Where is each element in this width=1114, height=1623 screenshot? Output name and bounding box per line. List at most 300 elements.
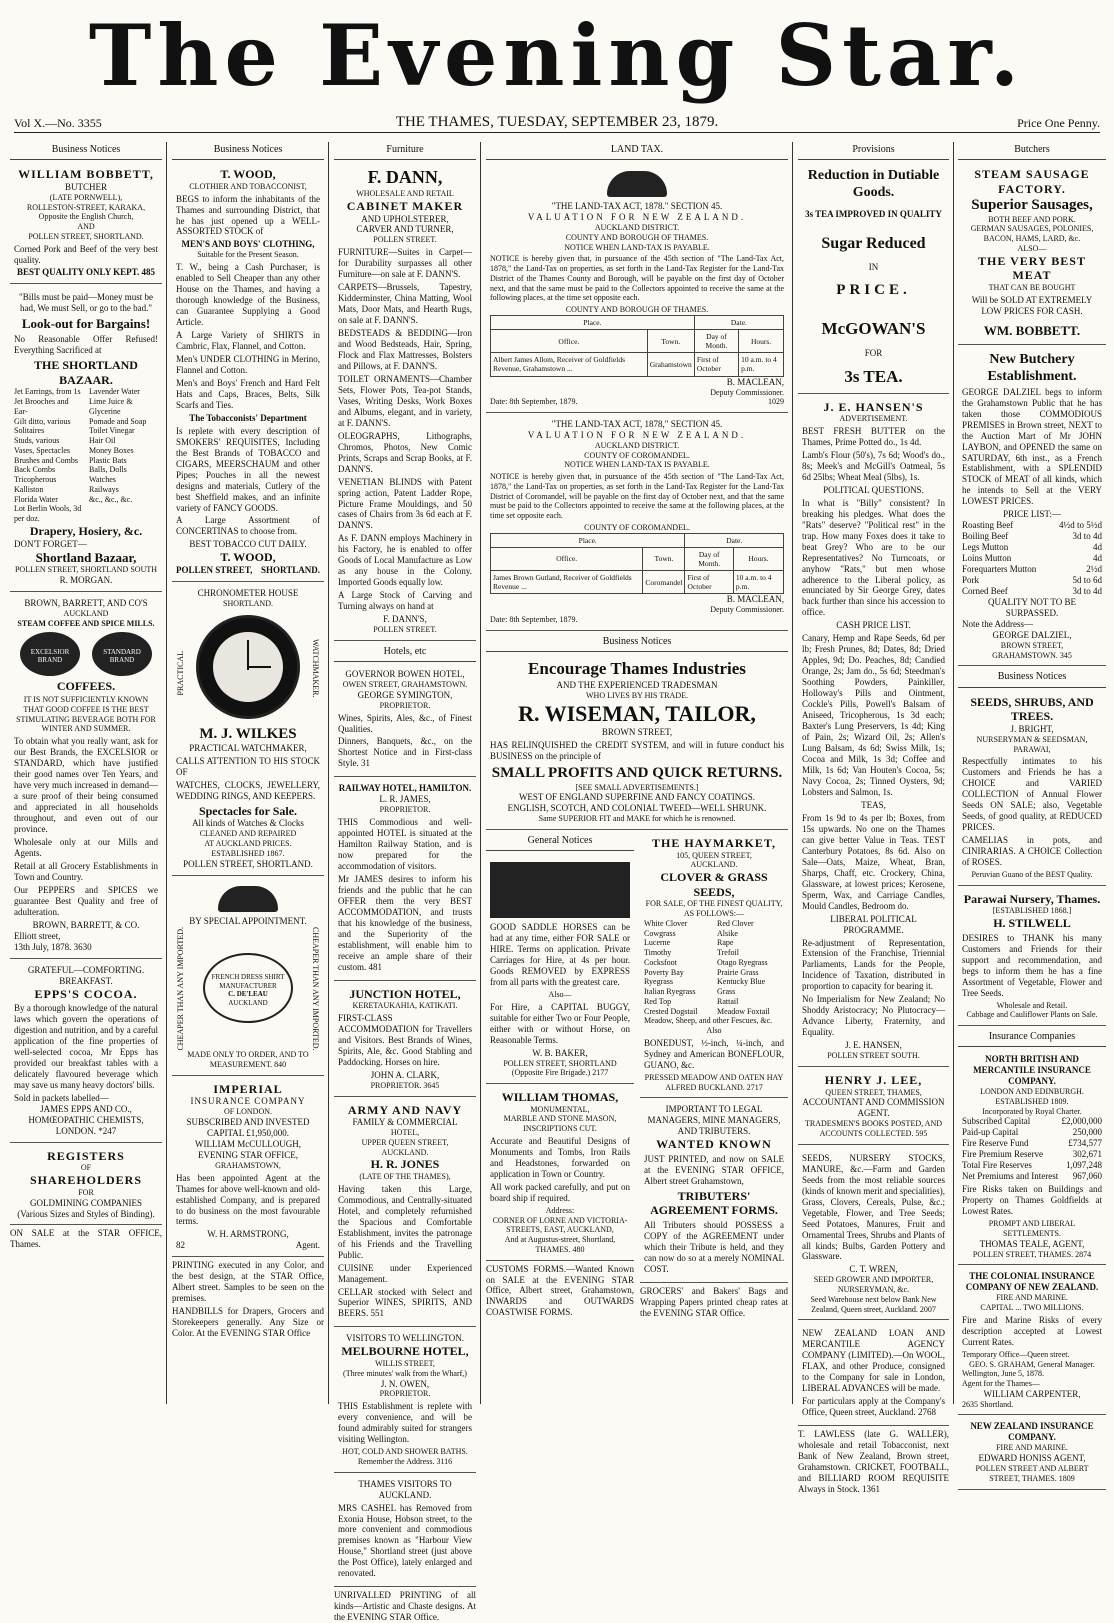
column-3 — [334, 142, 476, 1623]
section-heading: Hotels, etc — [334, 644, 476, 662]
ad-text: HANDBILLS for Drapers, Grocers and Storekeepers generally. Any Size or Color. At the EVENING STAR Office — [172, 1306, 324, 1339]
deleau-seal — [203, 953, 293, 1023]
ad-text: Wholesale only at our Mills and Agents. — [14, 836, 158, 858]
ad-line: GEORGE SYMINGTON, — [357, 689, 453, 700]
ad-signature: EDWARD HONISS AGENT, — [978, 1453, 1086, 1464]
list-item: Toilet Vinegar — [89, 426, 135, 436]
ad-line: ADVERTISEMENT. — [839, 414, 908, 424]
ad-text: JUST PRINTED, and now on SALE at the EVENING STAR OFFICE, Albert street Grahamstown, — [644, 1153, 784, 1186]
capital-row — [962, 1127, 1102, 1138]
ad-text: No Reasonable Offer Refused! Everything Sacrificed at — [14, 334, 158, 356]
ad-line: ALSO— — [1017, 243, 1047, 253]
ad-line: (Three minutes' walk from the Wharf,) — [343, 1368, 467, 1378]
ad-line: HOTEL, — [390, 1128, 420, 1138]
list-item: Timothy — [644, 948, 672, 958]
ad-signature: T. WOOD, — [220, 550, 276, 565]
price-item: Roasting Beef — [962, 520, 1014, 531]
ad-line: FOR — [78, 1187, 94, 1197]
table-cell: 10 a.m. to 4 p.m. — [739, 353, 784, 376]
ad-bazaar — [10, 287, 162, 592]
ad-nz-loan — [798, 1323, 949, 1426]
ad-text: CUISINE under Experienced Management. — [338, 1262, 472, 1284]
ad-signature: W. H. ARMSTRONG, — [207, 1229, 289, 1240]
ad-line: Deputy Commissioner. — [710, 387, 784, 397]
ad-heading: MELBOURNE HOTEL, — [341, 1344, 469, 1359]
table-cell: James Brown Gutland, Receiver of Goldfields Revenue ... — [491, 571, 643, 594]
list-item: Watches — [89, 475, 116, 485]
list-item: Italian Ryegrass — [644, 987, 696, 997]
column-1 — [10, 142, 162, 1404]
table-header: Office. — [491, 330, 648, 353]
ad-heading: WANTED KNOWN — [656, 1137, 772, 1152]
table-header: Place. — [491, 315, 695, 329]
ad-text: Respectfully intimates to his Customers and Friends he has a CHOICE and VARIED COLLECTION of Annual Flower Seeds ON SALE; also, Vegetable Seeds, of good quality, at REDUCED PRICES. — [962, 756, 1102, 833]
ad-heading: VALUATION FOR NEW ZEALAND. — [527, 430, 747, 441]
ad-text: Corned Pork and Beef of the very best quality. — [14, 243, 158, 265]
section-heading: Provisions — [798, 142, 949, 160]
ad-epps-cocoa — [10, 962, 162, 1143]
list-item: Solitaires — [14, 426, 45, 436]
ad-line: LONDON AND EDINBURGH. — [980, 1087, 1084, 1097]
ad-thomas — [486, 1087, 634, 1260]
ad-text: To obtain what you really want, ask for our Best Brands, the EXCELSIOR or STANDARD, which have justified their good names over Ten Years, and have very much increased in demand—a sure proof of their being consumed and appreciated in all households throughout, and even out of our province. — [14, 736, 158, 834]
ad-text: From 1s 9d to 4s per lb; Boxes, from 15s upwards. No one on the Thames can give better Value in Teas. TEST Canterbury Potatoes, 8s 6d. Also on Sale—Oats, Maize, Wheat, Bran, Sharps, Chaff, etc. Crockery, China, Glassware, at lowest prices; Kerosene, Sperm, Wax, and Carriage Candles, Mould Candles, Bedroom do. — [802, 812, 945, 911]
ad-text: Re-adjustment of Representation, Extension of the Franchise, Triennial Parliaments, Lands for the People, Incidence of Taxation, distributed in proportion to capacity for bearing it. — [802, 937, 945, 992]
ad-text: Has been appointed Agent at the Thames for above well-known and old-established Company, and is prepared to do business on the most favourable terms. — [176, 1172, 320, 1227]
list-item: Lot Berlin Wools, 3d per doz. — [14, 504, 82, 524]
ad-text: T. LAWLESS (late G. WALLER), wholesale and retail Tobacconist, next Bank of New Zealand, Brown street, Grahamstown. CRICKET, FOOTBALL, and BILLIARD ROOM REQUISITE Always in Stock. 1361 — [798, 1429, 949, 1494]
ad-line: All kinds of Watches & Clocks — [192, 818, 304, 829]
ad-line: DON'T FORGET— — [14, 538, 87, 549]
seal-text: C. DE'LEAU — [228, 990, 268, 999]
ad-bobbett — [10, 164, 162, 284]
ad-text: Fire Risks taken on Buildings and Property on Thames Goldfields at Lowest Rates. — [962, 1184, 1102, 1217]
ad-text: BEST FRESH BUTTER on the Thames, Prime Potted do., 1s 4d. — [802, 425, 945, 447]
ad-text: Accurate and Beautiful Designs of Monuments and Tombs, Iron Rails and Headstones, forwarded on application in Town or Country. — [490, 1135, 630, 1179]
table-cell: Coromandel — [643, 571, 685, 594]
ad-heading: T. WOOD, — [220, 167, 276, 182]
price-row — [962, 520, 1102, 531]
list-item: Lavender Water — [89, 387, 140, 397]
ad-mcgowan — [798, 164, 949, 393]
list-item: White Clover — [644, 918, 688, 928]
ad-line: THAT CAN BE BOUGHT — [988, 282, 1076, 292]
capital-row — [962, 1116, 1102, 1127]
ad-line: Sold in packets labelled— — [14, 1092, 109, 1103]
ad-line: JAMES EPPS AND CO., — [40, 1103, 132, 1114]
list-item: Rape — [717, 938, 734, 948]
list-item: Balls, Dolls — [89, 465, 127, 475]
ad-heading: STEAM SAUSAGE FACTORY. — [974, 167, 1090, 196]
ad-heading: J. E. HANSEN'S — [823, 399, 924, 414]
ad-text: FIRST-CLASS ACCOMMODATION for Travellers and Visitors. Best Brands of Wines, Spirits, Ale, &c. Good Stabling and Paddocking. Horses on hire. — [338, 1013, 472, 1067]
ad-line: CLOTHIER AND TOBACCONIST, — [189, 181, 307, 191]
ad-line: TRADESMEN'S BOOKS POSTED, AND ACCOUNTS COLLECTED. 595 — [804, 1119, 942, 1138]
ad-line: POLLEN STREET, SHORTLAND SOUTH — [14, 565, 158, 575]
capital-row — [962, 1138, 1102, 1149]
ad-text: Is replete with every description of SMOKERS' REQUISITES, Including the Best Brands of TOBACCO and CIGARS, MEERSCHAUM and other Pipes; Pouches in all the newest designs and materials, Cutlery of the best Sheffield makes, and an infinite variety of FANCY GOODS. — [176, 425, 320, 513]
ad-text: UNRIVALLED PRINTING of all kinds—Artistic and Chaste designs. At the EVENING STAR Office. — [334, 1590, 476, 1623]
list-item: Otago Ryegrass — [717, 957, 768, 967]
ad-text: Lamb's Flour (50's), 7s 6d; Wood's do., 8s; Meek's and McGill's Oatmeal, 5s 6d 25lbs; Wheat Meal (5lbs), 1s. — [802, 449, 945, 482]
table-cell: First of October — [685, 571, 733, 594]
list-item: Florida Water — [14, 494, 58, 504]
capital-row — [962, 1149, 1102, 1160]
ad-line: POLLEN STREET, — [176, 565, 253, 575]
ad-text: All work packed carefully, and put on board ship if required. — [490, 1181, 630, 1203]
capital-value: 1,097,248 — [1066, 1160, 1102, 1171]
ad-heading: THAMES VISITORS TO AUCKLAND. — [358, 1478, 452, 1500]
list-item: Railways — [89, 484, 119, 494]
ad-heading: Look-out for Bargains! — [21, 316, 151, 332]
ad-colonial-insurance — [958, 1268, 1106, 1415]
price-item: Pork — [962, 575, 980, 586]
ad-line: EVENING STAR OFFICE, — [197, 1149, 299, 1160]
ad-heading: EPPS'S COCOA. — [34, 986, 138, 1001]
ad-heading: Superior Sausages, — [971, 197, 1093, 214]
ad-land-tax-thames — [486, 164, 788, 413]
column-6 — [958, 142, 1106, 1483]
ad-text: THIS Commodious and well-appointed HOTEL is situated at the Hamilton Railway Station, and is now prepared for the accommodation of visitors. — [338, 817, 472, 871]
ad-heading: HENRY J. LEE, — [824, 1072, 923, 1087]
ad-line: Same SUPERIOR FIT and MAKE for which he is renowned. — [538, 814, 736, 824]
price-item: Forequarters Mutton — [962, 564, 1037, 575]
ad-text: SEEDS, NURSERY STOCKS, MANURE, &c.—Farm and Garden Seeds from the most reliable sources (kinds of known merit and specialities), Grass, Clovers, Cereals, Pulse, &c.; Vegetable, Flower, and Tree Seeds; Seed Potatoes, Manures, Fruit and Ornamental Trees, Shrubs and Plants of all kinds; Bulbs, Garden Pottery and Glassware. — [802, 1152, 945, 1262]
ad-line: PROPRIETOR. — [379, 700, 431, 710]
ad-line: SHORTLAND. — [261, 565, 320, 575]
ad-line: MARBLE AND STONE MASON, — [503, 1114, 617, 1124]
ad-line: CAPITAL £1,950,000. — [207, 1127, 289, 1138]
ad-heading: Spectacles for Sale. — [198, 803, 298, 818]
price-value: 3d to 4d — [1072, 586, 1102, 597]
ad-line: PROPRIETOR. — [379, 1389, 431, 1399]
ad-cashel — [334, 1476, 476, 1588]
ad-line: STEAM COFFEE AND SPICE MILLS. — [17, 618, 155, 628]
ad-line: HOMŒOPATHIC CHEMISTS, — [28, 1114, 144, 1125]
ad-heading: CABINET MAKER — [346, 198, 464, 213]
ad-wilkes — [172, 585, 324, 876]
ad-heading: Drapery, Hosiery, &c. — [29, 523, 143, 538]
ad-line: OWEN STREET, GRAHAMSTOWN. — [342, 680, 468, 690]
ad-line: Date: 8th September, 1879. — [490, 615, 578, 625]
ad-deleau — [172, 879, 324, 1076]
ad-line: ENGLISH, SCOTCH, AND COLONIAL TWEED—WELL SHRUNK. — [507, 803, 767, 814]
table-cell: First of October — [694, 353, 738, 376]
ad-text: CUSTOMS FORMS.—Wanted Known on SALE at the EVENING STAR Office, Albert street, Grahamstown, INWARDS and OUTWARDS COASTWISE FORMS. — [486, 1263, 634, 1318]
capital-value: £2,000,000 — [1061, 1116, 1102, 1127]
ad-heading: WILLIAM THOMAS, — [501, 1090, 619, 1105]
ad-signature: BROWN, BARRETT, & CO. — [32, 919, 140, 930]
price-item: Boiling Beef — [962, 531, 1009, 542]
price-row — [962, 575, 1102, 586]
list-item: Back Combs — [14, 465, 56, 475]
ad-line: (LATE OF THE THAMES), — [359, 1172, 451, 1182]
ad-heading: PRICE LIST:— — [1003, 509, 1061, 520]
ad-text: CAMELIAS in pots, and CINIRARIAS. A CHOICE Collection of ROSES. — [962, 835, 1102, 868]
ad-haymarket — [640, 833, 788, 1098]
ad-line: Note the Address— — [962, 619, 1033, 630]
ad-land-tax-coromandel — [486, 416, 788, 631]
ad-line: (LATE PORNWELL), — [49, 192, 123, 202]
table-header: Town. — [647, 330, 694, 353]
ad-junction-hotel — [334, 984, 476, 1097]
ad-line: Suitable for the Present Season. — [197, 250, 299, 260]
ad-line: WATCHMAKER. — [311, 638, 320, 698]
ad-signature: J. E. HANSEN, — [845, 1040, 902, 1051]
ad-line: FIRE AND MARINE. — [996, 1293, 1068, 1303]
price-row — [962, 586, 1102, 597]
ad-line: GRAHAMSTOWN, — [215, 1160, 281, 1170]
list-item: Prairie Grass — [717, 967, 759, 977]
ad-line: NURSERYMAN & SEEDSMAN, — [976, 734, 1088, 744]
list-item: Meadow Foxtail — [717, 1006, 770, 1016]
section-heading: LAND TAX. — [486, 142, 788, 160]
issue-price: Price One Penny. — [1017, 116, 1100, 130]
table-cell: Grahamstown — [647, 353, 694, 376]
capital-item: Subscribed Capital — [962, 1116, 1031, 1127]
ad-line: Peruvian Guano of the BEST Quality. — [971, 870, 1093, 880]
ad-line: FOR — [864, 347, 883, 358]
table-header: Office. — [491, 547, 643, 570]
ad-text: OLEOGRAPHS, Lithographs, Chromos, Photos, New Comic Prints, Scraps and Scrap Books, at F. DANN'S. — [338, 430, 472, 474]
ad-line: [SEE SMALL ADVERTISEMENTS.] — [575, 782, 699, 792]
ad-text: Men's and Boys' French and Hard Felt Hats and Caps, Braces, Belts, Silk Scarfs and Ties. — [176, 377, 320, 410]
ad-line: Agent. — [295, 1240, 320, 1251]
capital-value: £734,577 — [1068, 1138, 1102, 1149]
table-header: Hours. — [733, 547, 783, 570]
volume-number: Vol X.—No. 3355 — [14, 116, 102, 130]
ad-heading: NORTH BRITISH AND MERCANTILE INSURANCE COMPANY. — [973, 1054, 1091, 1087]
masthead — [0, 0, 1114, 112]
ad-text: WATCHES, CLOCKS, JEWELLERY, WEDDING RINGS, AND KEEPERS. — [176, 779, 320, 801]
ad-heading: SMALL PROFITS AND QUICK RETURNS. — [491, 765, 783, 782]
column-rule — [480, 142, 481, 1404]
ad-wren — [798, 1148, 949, 1321]
ad-line: LONDON. *247 — [55, 1125, 117, 1136]
ad-line: (Opposite Fire Brigade.) 2177 — [511, 1068, 609, 1078]
ad-line: Also— — [548, 990, 572, 1000]
price-row — [962, 531, 1102, 542]
ad-heading: H. R. JONES — [370, 1157, 440, 1172]
ad-signature: C. T. WREN, — [849, 1264, 898, 1275]
ad-heading: RAILWAY HOTEL, HAMILTON. — [338, 783, 472, 794]
ad-line: WEST OF ENGLAND SUPERFINE AND FANCY COATINGS. — [518, 792, 756, 803]
ad-text: CARPETS—Brussels, Tapestry, Kidderminster, China Matting, Wool Mats, Door Mats, and Hearth Rugs, on sale at F. DANN'S. — [338, 282, 472, 326]
ad-line: IN — [868, 261, 879, 272]
ad-heading: F. DANN, — [367, 167, 443, 188]
ad-heading: VALUATION FOR NEW ZEALAND. — [527, 212, 747, 223]
ad-line: CLEANED AND REPAIRED — [199, 829, 297, 839]
ad-line: SEED GROWER AND IMPORTER, NURSERYMAN, &c. — [813, 1275, 934, 1295]
royal-crest-illustration — [218, 886, 278, 912]
ad-north-british — [958, 1051, 1106, 1265]
list-item: Tricopherous — [14, 475, 57, 485]
price-row — [962, 542, 1102, 553]
issue-date: THE THAMES, TUESDAY, SEPTEMBER 23, 1879. — [395, 114, 719, 130]
list-item: Vases, Spectacles — [14, 445, 70, 455]
ad-line: PARAWAI, — [1013, 744, 1051, 754]
ad-line: POLLEN STREET AND ALBERT STREET, THAMES. 1809 — [975, 1464, 1089, 1483]
ad-text: NEW ZEALAND LOAN AND MERCANTILE AGENCY COMPANY (LIMITED).—On WOOL, FLAX, and other Produce, consigned to the Company for sale in London, LIBERAL ADVANCES will be made. — [802, 1328, 945, 1394]
list-item: Money Boxes — [89, 445, 134, 455]
price-item: Legs Mutton — [962, 542, 1009, 553]
column-rule — [328, 142, 329, 1404]
ad-text: THIS Establishment is replete with every convenience, and will be found admirably suited for strangers visiting Wellington. — [338, 1401, 472, 1445]
table-row — [491, 353, 784, 376]
list-item: Red Clover — [717, 918, 754, 928]
ad-text: GROCERS' and Bakers' Bags and Wrapping Papers printed cheap rates at the EVENING STAR Office. — [640, 1285, 788, 1318]
ad-line: WILLIAM McCULLOUGH, — [195, 1138, 301, 1149]
ad-line: Meadow, Sheep, and other Fescues, &c. — [644, 1016, 773, 1026]
ad-line: AUCKLAND — [63, 609, 109, 619]
ad-text: CELLAR stocked with Select and Superior WINES, SPIRITS, AND BEERS. 551 — [338, 1286, 472, 1319]
ad-text: For Hire, a CAPITAL BUGGY, suitable for either Two or Four People, either with or without Horse, on Reasonable Terms. — [490, 1001, 630, 1045]
ad-heading: REGISTERS — [47, 1148, 125, 1163]
ad-lee — [798, 1070, 949, 1145]
table-header: Town. — [643, 547, 685, 570]
ad-line: Incorporated by Royal Charter. — [982, 1106, 1082, 1116]
list-item: Crested Dogstail — [644, 1006, 698, 1016]
ad-text: For particulars apply at the Company's Office, Queen street, Auckland. 2768 — [802, 1396, 945, 1418]
capital-row — [962, 1160, 1102, 1171]
ad-line: 2635 Shortland. — [962, 1399, 1014, 1409]
section-heading: Business Notices — [958, 669, 1106, 687]
ad-heading: R. WISEMAN, TAILOR, — [518, 700, 756, 726]
ad-heading: New Butchery Establishment. — [987, 351, 1077, 384]
ad-text: PRINTING executed in any Color, and the best design, at the STAR Office, Albert street. Samples to be seen on the premises. — [172, 1260, 324, 1304]
ad-line: Also — [706, 1026, 722, 1036]
land-tax-table — [490, 315, 784, 377]
ad-heading: IMPORTANT TO LEGAL MANAGERS, MINE MANAGERS, AND TRIBUTERS. — [647, 1104, 781, 1137]
ad-heading: THE HAYMARKET, — [651, 836, 776, 851]
ad-text: T. W., being a Cash Purchaser, is enabled to Sell Cheaper than any other House on the Thames, and having a thorough knowledge of the Business, can Guarantee Supplying a Good Article. — [176, 262, 320, 327]
ad-line: AUCKLAND. — [690, 860, 738, 870]
list-item: Hair Oil — [89, 436, 116, 446]
ad-heading: BROWN, BARRETT, AND CO'S — [24, 598, 148, 609]
ad-line: AT AUCKLAND PRICES. — [204, 839, 292, 849]
ad-line: NOTICE WHEN LAND-TAX IS PAYABLE. — [564, 242, 710, 252]
ad-line: BEST QUALITY ONLY KEPT. 485 — [17, 267, 155, 278]
ad-line: OF LONDON. — [224, 1107, 272, 1117]
ad-heading: SEEDS, SHRUBS, AND TREES. — [970, 694, 1094, 724]
ad-signature: THOMAS TEALE, AGENT, — [979, 1238, 1085, 1249]
ad-text: VENETIAN BLINDS with Patent spring action, Patent Ladder Rope, Picture Frame Mouldings, and 50 cases of Chairs from 3s 6d each at F. DANN'S. — [338, 476, 472, 531]
ad-line: WILLIS STREET, — [375, 1359, 435, 1369]
ad-line: CAPITAL ... TWO MILLIONS. — [980, 1303, 1084, 1313]
ad-line: 105, QUEEN STREET, — [676, 850, 752, 860]
ad-line: BACON, HAMS, LARD, &c. — [983, 234, 1081, 244]
ad-line: BREAKFAST. — [59, 975, 113, 986]
ad-baker — [486, 855, 634, 1084]
ad-registers — [10, 1146, 162, 1226]
ad-nz-insurance — [958, 1418, 1106, 1489]
ad-heading: The Tobacconists' Department — [189, 412, 307, 423]
price-value: 4½d to 5½d — [1058, 520, 1102, 531]
ad-line: BEST TOBACCO CUT DAILY. — [189, 539, 307, 550]
ad-line: POLLEN STREET, SHORTLAND. — [28, 231, 144, 241]
ad-line: ESTABLISHED 1809. — [995, 1096, 1069, 1106]
ad-line: AND — [77, 222, 95, 232]
ad-line: And at Augustus-street, Shortland, THAMES. 480 — [504, 1235, 616, 1254]
table-cell: Albert James Allom, Receiver of Goldfields Revenue, Grahamstown ... — [491, 353, 648, 376]
ad-heading: Encourage Thames Industries — [528, 659, 746, 679]
capital-list — [962, 1116, 1102, 1182]
column-rule — [953, 142, 954, 1404]
price-value: 2½d — [1086, 564, 1102, 575]
section-heading: Business Notices — [10, 142, 162, 160]
capital-value: 250,000 — [1072, 1127, 1102, 1138]
table-header: Day of Month. — [694, 330, 738, 353]
ad-line: CHEAPER THAN ANY IMPORTED. — [176, 926, 185, 1051]
ad-line: Opposite the English Church, — [38, 212, 134, 222]
column-rule — [792, 142, 793, 1404]
table-header: Date. — [694, 315, 783, 329]
ad-heading: GOVERNOR BOWEN HOTEL, — [345, 669, 465, 680]
ad-text: MRS CASHEL has Removed from Exonia House, Hobson street, to the more convenient and commodious premises known as "Harbour View House," Shortland street (just above the Post Office), lately enlarged and renovated. — [338, 1502, 472, 1579]
ad-line: Seed Warehouse next below Bank New Zealand, Queen street, Auckland. 2007 — [810, 1294, 937, 1314]
ad-brown-barrett — [10, 595, 162, 959]
ad-line: PRACTICAL WATCHMAKER, — [189, 742, 307, 753]
ad-line: BUTCHER — [64, 181, 107, 192]
general-notices-right — [640, 833, 788, 1321]
ad-line: OF — [80, 1163, 92, 1173]
ad-line: FAMILY & COMMERCIAL — [352, 1117, 458, 1128]
ad-tributers — [640, 1101, 788, 1283]
ad-line: "THE LAND-TAX ACT, 1878." SECTION 45. — [551, 201, 723, 212]
ad-bright — [958, 692, 1106, 886]
ad-heading: NEW ZEALAND INSURANCE COMPANY. — [970, 1421, 1094, 1443]
ad-line: 13th July, 1878. 3630 — [14, 941, 92, 952]
clock-illustration — [196, 615, 300, 719]
ad-line: JOHN A. CLARK, — [370, 1069, 440, 1080]
table-header: Day of Month. — [685, 547, 733, 570]
ad-line: GERMAN SAUSAGES, POLONIES, — [970, 224, 1094, 234]
ad-text: ON SALE at the STAR OFFICE, Thames. — [10, 1228, 162, 1250]
column-rule — [166, 142, 167, 1404]
land-tax-table — [490, 533, 784, 595]
ad-line: Temporary Office—Queen street. — [962, 1349, 1070, 1359]
ad-heading: LIBERAL POLITICAL PROGRAMME. — [830, 913, 917, 935]
list-item: Lucerne — [644, 938, 671, 948]
list-item: Pomade and Soap — [89, 416, 147, 426]
ad-text: As F. DANN employs Machinery in his Factory, he is enabled to offer Goods of Local Manufacture as Low as any house in the Colony. Imported Goods equally low. — [338, 533, 472, 588]
table-row — [491, 571, 784, 594]
ad-line: 82 — [176, 1240, 185, 1251]
ad-line: COUNTY OF COROMANDEL. — [584, 450, 690, 460]
ad-line: CORNER OF LORNE AND VICTORIA-STREETS, EAST, AUCKLAND, — [492, 1215, 628, 1235]
section-heading: Insurance Companies — [958, 1029, 1106, 1047]
ad-text: FURNITURE—Suites in Carpet—for Durability surpasses all other Furniture—on sale at F. DANN'S. — [338, 247, 472, 280]
ad-heading: CASH PRICE LIST. — [836, 620, 911, 631]
ad-line: (Various Sizes and Styles of Binding). — [17, 1208, 155, 1219]
ad-line: COUNTY AND BOROUGH OF THAMES. — [565, 232, 709, 242]
ad-text: Having taken this Large, Commodious, and Centrally-situated Hotel, and completely refurnished the Spacious and Comfortable Establishment, invites the patronage of his Friends and the Travelling Public. — [338, 1183, 472, 1260]
price-value: 5d to 6d — [1072, 575, 1102, 586]
ad-line: ROLLESTON-STREET, KARAKA, — [26, 202, 146, 212]
seal-text: AUCKLAND — [228, 998, 268, 1007]
ad-heading: TRIBUTERS' AGREEMENT FORMS. — [650, 1188, 778, 1218]
ad-heading: CLOVER & GRASS SEEDS, — [660, 870, 768, 899]
ad-signature: R. MORGAN. — [59, 575, 113, 586]
seed-list — [644, 919, 784, 1017]
capital-item: Total Fire Reserves — [962, 1160, 1032, 1171]
price-list — [962, 520, 1102, 597]
ad-heading: Shortland Bazaar, — [35, 549, 137, 565]
ad-stilwell — [958, 889, 1106, 1026]
price-item: Corned Beef — [962, 586, 1008, 597]
excelsior-brand-logo: EXCELSIOR BRAND — [20, 632, 80, 676]
ad-line: Wellington, June 5, 1878. — [962, 1369, 1045, 1379]
